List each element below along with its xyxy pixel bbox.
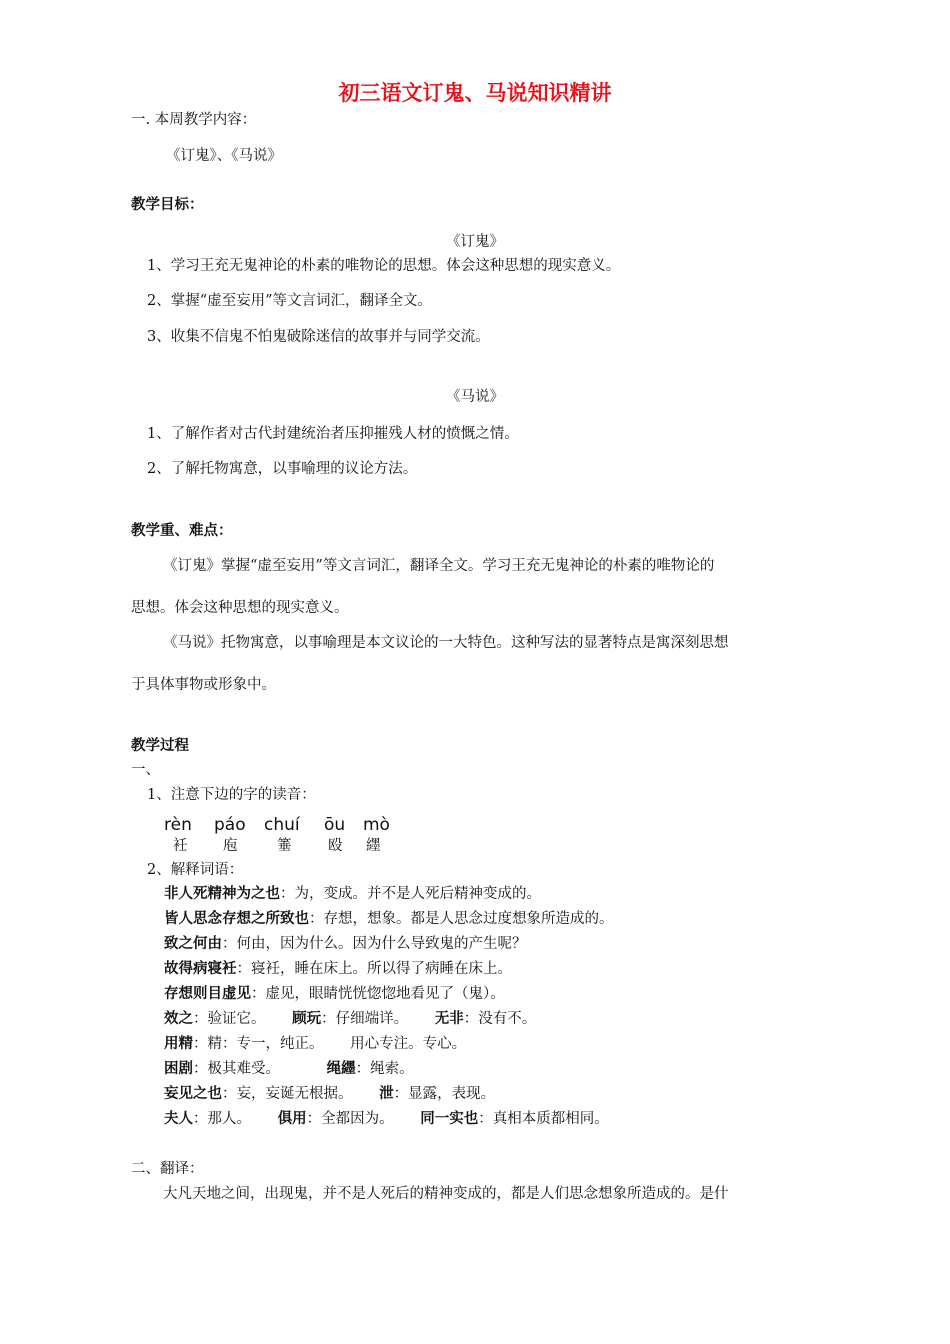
term-definition: ：为，变成。并不是人死后精神变成的。 bbox=[280, 886, 541, 902]
page-title: 初三语文订鬼、马说知识精讲 bbox=[338, 81, 612, 105]
translation-heading: 二、翻译： bbox=[131, 1161, 204, 1177]
term-definition: ：寝衽，睡在床上。所以得了病睡在床上。 bbox=[236, 961, 512, 977]
explain-heading: 2、解释词语： bbox=[147, 862, 244, 878]
keypoints-paragraph: 《订鬼》掌握“虚至妄用”等文言词汇，翻译全文。学习王充无鬼神论的朴素的唯物论的 bbox=[163, 558, 715, 574]
term-definition: ：绳索。 bbox=[355, 1061, 414, 1077]
goal-item: 1、了解作者对古代封建统治者压抑摧残人材的愤慨之情。 bbox=[147, 426, 519, 442]
goals-heading: 教学目标： bbox=[131, 197, 204, 213]
term: 故得病寝衽 bbox=[164, 961, 237, 977]
term: 同一实也 bbox=[420, 1111, 479, 1127]
term-definition: 用心专注。专心。 bbox=[350, 1036, 467, 1052]
term: 致之何由 bbox=[164, 936, 222, 952]
term-line bbox=[164, 1009, 536, 1029]
term-line bbox=[164, 984, 505, 1004]
pinyin: mò bbox=[363, 815, 390, 835]
keypoints-paragraph: 《马说》托物寓意，以事喻理是本文议论的一大特色。这种写法的显著特点是寓深刻思想 bbox=[163, 635, 729, 651]
term-definition: ：真相本质都相同。 bbox=[478, 1111, 609, 1127]
translation-paragraph: 大凡天地之间，出现鬼，并不是人死后的精神变成的，都是人们思念想象所造成的。是什 bbox=[163, 1186, 729, 1202]
pinyin: rèn bbox=[164, 815, 192, 835]
term-definition: ：极其难受。 bbox=[193, 1061, 280, 1077]
term-definition: ：虚见，眼睛恍恍惚惚地看见了（鬼）。 bbox=[251, 986, 505, 1002]
term: 绳纆 bbox=[326, 1061, 356, 1077]
term: 夫人 bbox=[164, 1111, 193, 1127]
term-definition: ：仔细端详。 bbox=[321, 1011, 409, 1027]
term-line bbox=[164, 884, 541, 904]
section-heading-content: 一. 本周教学内容： bbox=[131, 112, 257, 128]
term-definition: ：全都因为。 bbox=[306, 1111, 394, 1127]
pinyin-char: 庖 bbox=[223, 838, 238, 854]
term: 无非 bbox=[434, 1011, 464, 1027]
term-line bbox=[164, 909, 614, 929]
pinyin-char: 殴 bbox=[328, 838, 343, 854]
pinyin: ōu bbox=[324, 815, 346, 835]
term: 用精 bbox=[164, 1036, 193, 1052]
keypoints-paragraph: 思想。体会这种思想的现实意义。 bbox=[131, 600, 349, 616]
pinyin: chuí bbox=[264, 815, 300, 835]
weekly-content: 《订鬼》、《马说》 bbox=[166, 148, 282, 164]
goal-item: 3、收集不信鬼不怕鬼破除迷信的故事并与同学交流。 bbox=[147, 329, 490, 345]
term: 妄见之也 bbox=[164, 1086, 222, 1102]
pinyin-char: 箠 bbox=[277, 838, 292, 854]
goal-item: 2、了解托物寓意，以事喻理的议论方法。 bbox=[147, 461, 418, 477]
goal-item: 1、学习王充无鬼神论的朴素的唯物论的思想。体会这种思想的现实意义。 bbox=[147, 258, 621, 274]
term-line bbox=[164, 1084, 495, 1104]
term-line bbox=[164, 1034, 466, 1054]
term-definition: ：何由，因为什么。因为什么导致鬼的产生呢？ bbox=[222, 936, 527, 952]
process-part-one: 一、 bbox=[131, 762, 160, 778]
term-definition: ：显露，表现。 bbox=[393, 1086, 496, 1102]
term-definition: ：存想，想象。都是人思念过度想象所造成的。 bbox=[309, 911, 614, 927]
term-line bbox=[164, 934, 527, 954]
term-definition: ：精：专一，纯正。 bbox=[193, 1036, 324, 1052]
process-heading: 教学过程 bbox=[131, 738, 189, 754]
keypoints-paragraph: 于具体事物或形象中。 bbox=[131, 677, 276, 693]
term-line bbox=[164, 1109, 609, 1129]
pinyin-char: 纆 bbox=[366, 838, 381, 854]
goal-item: 2、掌握“虚至妄用”等文言词汇，翻译全文。 bbox=[147, 293, 433, 309]
term: 困剧 bbox=[164, 1061, 193, 1077]
term: 俱用 bbox=[277, 1111, 307, 1127]
term-line bbox=[164, 959, 512, 979]
pinyin-char: 衽 bbox=[173, 838, 188, 854]
goals-dinggui-title: 《订鬼》 bbox=[446, 234, 504, 250]
pronounce-heading: 1、注意下边的字的读音： bbox=[147, 787, 316, 803]
term-line bbox=[164, 1059, 414, 1079]
pinyin: páo bbox=[214, 815, 246, 835]
term: 泄 bbox=[379, 1086, 394, 1102]
keypoints-heading: 教学重、难点： bbox=[131, 523, 233, 539]
term-definition: ：妄，妄诞无根据。 bbox=[222, 1086, 353, 1102]
term: 顾玩 bbox=[292, 1011, 322, 1027]
term-definition: ：没有不。 bbox=[463, 1011, 537, 1027]
term: 效之 bbox=[164, 1011, 193, 1027]
term: 非人死精神为之也 bbox=[164, 886, 280, 902]
term-definition: ：验证它。 bbox=[193, 1011, 266, 1027]
term: 存想则目虚见 bbox=[164, 986, 251, 1002]
goals-mashuo-title: 《马说》 bbox=[446, 389, 504, 405]
term-definition: ：那人。 bbox=[193, 1111, 251, 1127]
term: 皆人思念存想之所致也 bbox=[164, 911, 309, 927]
